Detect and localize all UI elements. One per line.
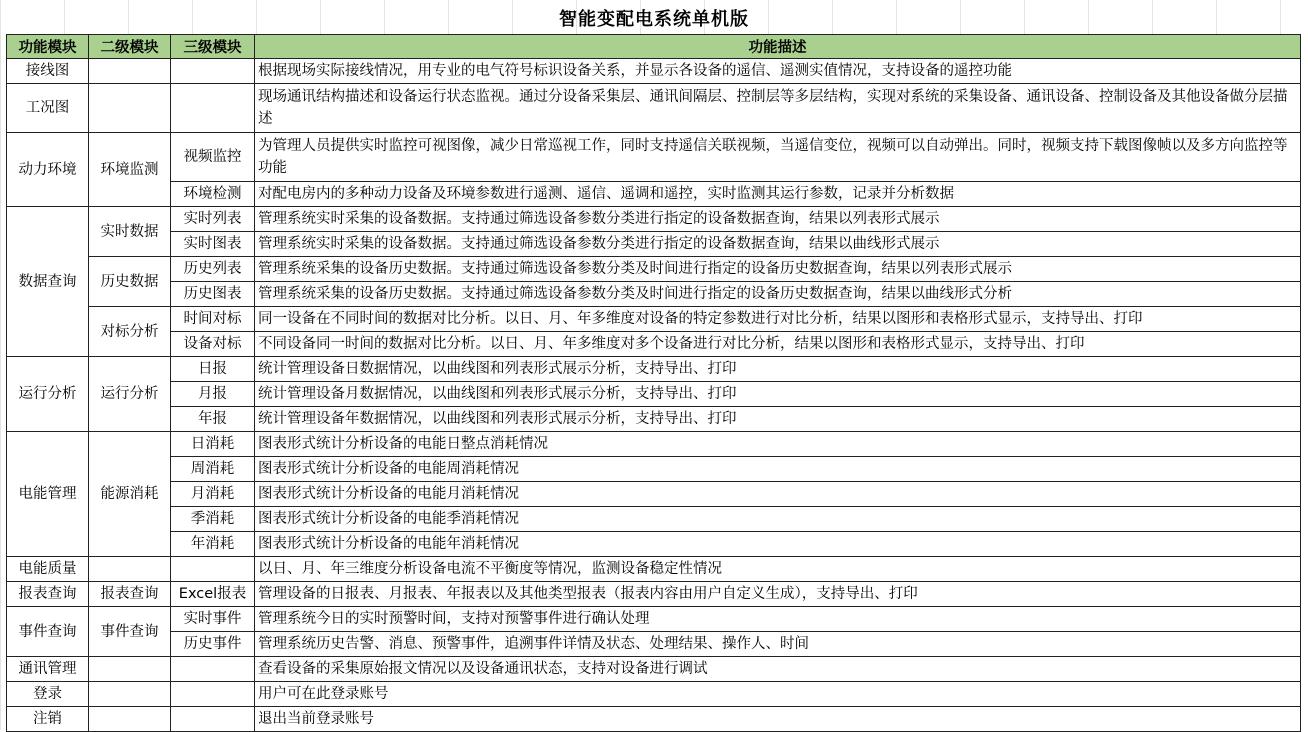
- cell-third-module: 时间对标: [171, 307, 255, 332]
- cell-third-module: 年报: [171, 407, 255, 432]
- cell-submodule: 事件查询: [89, 607, 171, 657]
- cell-description: 统计管理设备月数据情况，以曲线图和列表形式展示分析，支持导出、打印: [255, 382, 1301, 407]
- cell-description: 管理系统实时采集的设备数据。支持通过筛选设备参数分类进行指定的设备数据查询，结果以曲线形式展示: [255, 232, 1301, 257]
- cell-submodule: 报表查询: [89, 582, 171, 607]
- cell-submodule: 历史数据: [89, 257, 171, 307]
- cell-submodule: 实时数据: [89, 207, 171, 257]
- table-row: [7, 582, 1301, 607]
- cell-description: 现场通讯结构描述和设备运行状态监视。通过分设备采集层、通讯间隔层、控制层等多层结构，实现对系统的采集设备、通讯设备、控制设备及其他设备做分层描述: [255, 84, 1301, 133]
- cell-third-module: [171, 59, 255, 84]
- cell-third-module: [171, 657, 255, 682]
- cell-module: 注销: [7, 707, 89, 732]
- cell-third-module: 年消耗: [171, 532, 255, 557]
- cell-submodule: [89, 59, 171, 84]
- cell-module: 电能管理: [7, 432, 89, 557]
- cell-submodule: 运行分析: [89, 357, 171, 432]
- cell-description: 为管理人员提供实时监控可视图像，减少日常巡视工作，同时支持遥信关联视频，当遥信变位，视频可以自动弹出。同时，视频支持下载图像帧以及多方向监控等功能: [255, 133, 1301, 182]
- table-row: [7, 382, 1301, 407]
- cell-module: 登录: [7, 682, 89, 707]
- cell-third-module: [171, 557, 255, 582]
- table-row: [7, 432, 1301, 457]
- cell-module: 通讯管理: [7, 657, 89, 682]
- cell-description: 根据现场实际接线情况，用专业的电气符号标识设备关系，并显示各设备的遥信、遥测实值情况，支持设备的遥控功能: [255, 59, 1301, 84]
- table-row: [7, 532, 1301, 557]
- cell-description: 管理系统采集的设备历史数据。支持通过筛选设备参数分类及时间进行指定的设备历史数据查询，结果以曲线形式分析: [255, 282, 1301, 307]
- cell-module: 数据查询: [7, 207, 89, 357]
- header-submodule: 二级模块: [89, 35, 171, 59]
- cell-description: 管理系统今日的实时预警时间，支持对预警事件进行确认处理: [255, 607, 1301, 632]
- cell-third-module: [171, 84, 255, 133]
- cell-third-module: 历史事件: [171, 632, 255, 657]
- cell-third-module: 月报: [171, 382, 255, 407]
- table-row: [7, 557, 1301, 582]
- cell-third-module: 日消耗: [171, 432, 255, 457]
- cell-description: 图表形式统计分析设备的电能日整点消耗情况: [255, 432, 1301, 457]
- cell-submodule: [89, 707, 171, 732]
- cell-third-module: 日报: [171, 357, 255, 382]
- cell-module: 事件查询: [7, 607, 89, 657]
- cell-description: 退出当前登录账号: [255, 707, 1301, 732]
- table-row: [7, 59, 1301, 84]
- cell-module: 工况图: [7, 84, 89, 133]
- cell-description: 图表形式统计分析设备的电能季消耗情况: [255, 507, 1301, 532]
- table-row: [7, 207, 1301, 232]
- cell-submodule: 环境监测: [89, 133, 171, 207]
- table-row: [7, 707, 1301, 732]
- table-row: [7, 632, 1301, 657]
- cell-description: 管理系统采集的设备历史数据。支持通过筛选设备参数分类及时间进行指定的设备历史数据查询，结果以列表形式展示: [255, 257, 1301, 282]
- cell-third-module: 历史图表: [171, 282, 255, 307]
- table-header-row: [7, 35, 1301, 59]
- table-row: [7, 507, 1301, 532]
- cell-description: 图表形式统计分析设备的电能月消耗情况: [255, 482, 1301, 507]
- cell-module: 接线图: [7, 59, 89, 84]
- cell-submodule: 能源消耗: [89, 432, 171, 557]
- header-module: 功能模块: [7, 35, 89, 59]
- table-row: [7, 482, 1301, 507]
- cell-third-module: Excel报表: [171, 582, 255, 607]
- cell-module: 运行分析: [7, 357, 89, 432]
- table-row: [7, 407, 1301, 432]
- cell-third-module: 实时列表: [171, 207, 255, 232]
- cell-description: 统计管理设备日数据情况，以曲线图和列表形式展示分析，支持导出、打印: [255, 357, 1301, 382]
- cell-third-module: [171, 682, 255, 707]
- cell-description: 用户可在此登录账号: [255, 682, 1301, 707]
- table-row: [7, 657, 1301, 682]
- page-title: 智能变配电系统单机版: [559, 9, 749, 30]
- table-row: [7, 682, 1301, 707]
- cell-submodule: [89, 84, 171, 133]
- table-row: [7, 84, 1301, 133]
- function-table: [6, 34, 1301, 732]
- table-row: [7, 133, 1301, 182]
- header-third-module: 三级模块: [171, 35, 255, 59]
- cell-third-module: 周消耗: [171, 457, 255, 482]
- cell-description: 统计管理设备年数据情况，以曲线图和列表形式展示分析，支持导出、打印: [255, 407, 1301, 432]
- cell-description: 管理系统实时采集的设备数据。支持通过筛选设备参数分类进行指定的设备数据查询，结果以列表形式展示: [255, 207, 1301, 232]
- cell-description: 对配电房内的多种动力设备及环境参数进行遥测、遥信、遥调和遥控，实时监测其运行参数，记录并分析数据: [255, 182, 1301, 207]
- cell-third-module: 实时图表: [171, 232, 255, 257]
- cell-description: 管理系统历史告警、消息、预警事件，追溯事件详情及状态、处理结果、操作人、时间: [255, 632, 1301, 657]
- cell-third-module: 环境检测: [171, 182, 255, 207]
- table-row: [7, 307, 1301, 332]
- cell-description: 不同设备同一时间的数据对比分析。以日、月、年多维度对多个设备进行对比分析，结果以图形和表格形式显示，支持导出、打印: [255, 332, 1301, 357]
- table-row: [7, 182, 1301, 207]
- table-row: [7, 457, 1301, 482]
- cell-description: 图表形式统计分析设备的电能年消耗情况: [255, 532, 1301, 557]
- cell-module: 报表查询: [7, 582, 89, 607]
- cell-description: 同一设备在不同时间的数据对比分析。以日、月、年多维度对设备的特定参数进行对比分析，结果以图形和表格形式显示，支持导出、打印: [255, 307, 1301, 332]
- cell-description: 管理设备的日报表、月报表、年报表以及其他类型报表（报表内容由用户自定义生成），支持导出、打印: [255, 582, 1301, 607]
- cell-third-module: 季消耗: [171, 507, 255, 532]
- cell-third-module: 历史列表: [171, 257, 255, 282]
- cell-submodule: [89, 657, 171, 682]
- cell-third-module: 视频监控: [171, 133, 255, 182]
- cell-module: 电能质量: [7, 557, 89, 582]
- cell-submodule: [89, 682, 171, 707]
- cell-description: 图表形式统计分析设备的电能周消耗情况: [255, 457, 1301, 482]
- table-row: [7, 607, 1301, 632]
- cell-module: 动力环境: [7, 133, 89, 207]
- table-row: [7, 282, 1301, 307]
- cell-submodule: 对标分析: [89, 307, 171, 357]
- table-row: [7, 357, 1301, 382]
- table-row: [7, 232, 1301, 257]
- table-row: [7, 257, 1301, 282]
- cell-third-module: [171, 707, 255, 732]
- table-row: [7, 332, 1301, 357]
- cell-third-module: 实时事件: [171, 607, 255, 632]
- cell-description: 查看设备的采集原始报文情况以及设备通讯状态，支持对设备进行调试: [255, 657, 1301, 682]
- header-description: 功能描述: [255, 35, 1301, 59]
- cell-third-module: 月消耗: [171, 482, 255, 507]
- cell-third-module: 设备对标: [171, 332, 255, 357]
- cell-description: 以日、月、年三维度分析设备电流不平衡度等情况，监测设备稳定性情况: [255, 557, 1301, 582]
- cell-submodule: [89, 557, 171, 582]
